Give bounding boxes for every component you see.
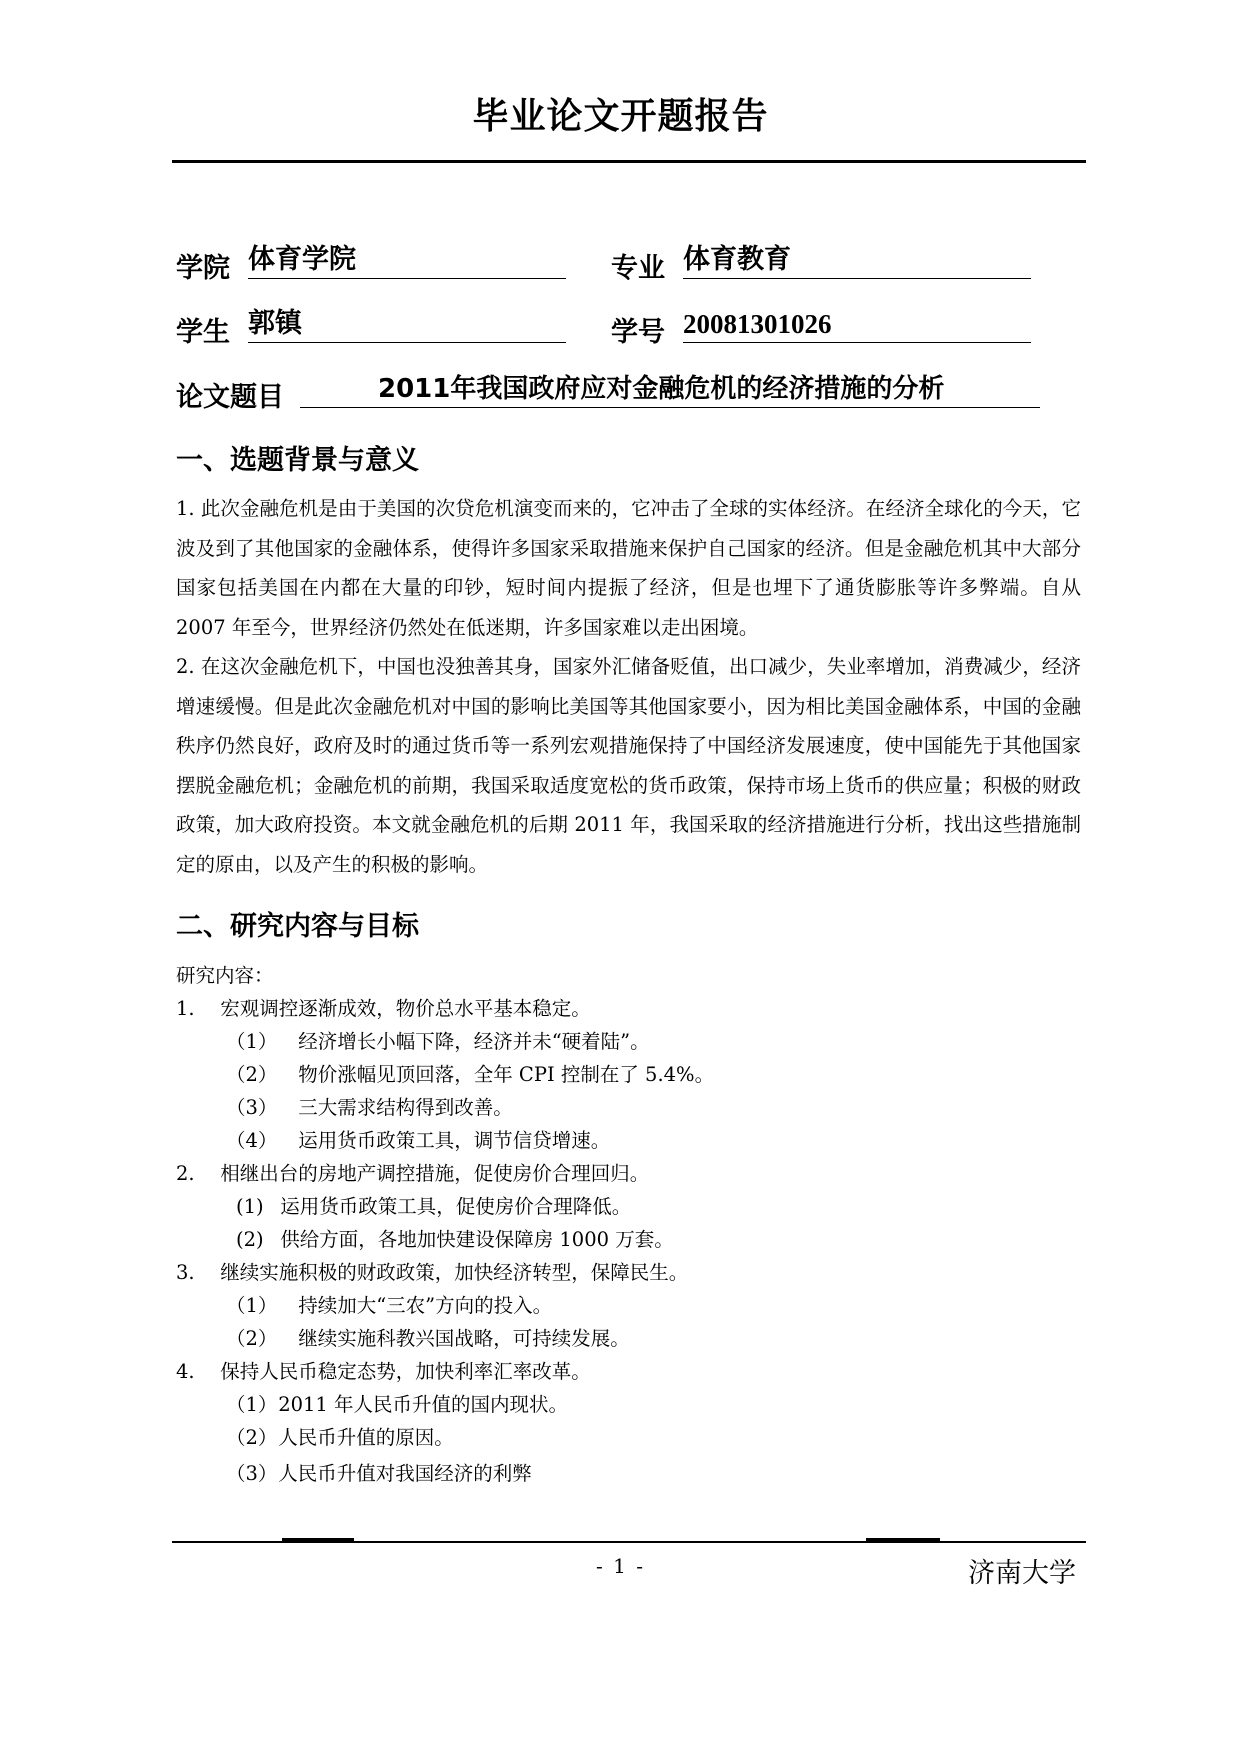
sub-item-marker: (2) xyxy=(236,1228,264,1251)
sub-item-text: 三大需求结构得到改善。 xyxy=(298,1096,513,1119)
sub-item-marker: （1） xyxy=(226,1030,278,1053)
sub-item-marker: （2） xyxy=(226,1426,278,1449)
page-number: - 1 - xyxy=(596,1554,645,1578)
sub-item-text: 物价涨幅见顶回落，全年 CPI 控制在了 5.4%。 xyxy=(298,1063,715,1086)
background-paragraph-1: 1. 此次金融危机是由于美国的次贷危机演变而来的，它冲击了全球的实体经济。在经济全球化的今天，它波及到了其他国家的金融体系，使得许多国家采取措施来保护自己国家的经济。但是金融危机其中大部分国家包括美国在内都在大量的印钞，短时间内提振了经济，但是也埋下了通货膨胀等许多弊端。自从 2007 年至今，世界经济仍然处在低迷期，许多国家难以走出困境。 xyxy=(176,497,1081,639)
list-item-text: 相继出台的房地产调控措施，促使房价合理回归。 xyxy=(220,1162,650,1185)
sub-item-marker: （2） xyxy=(226,1063,278,1086)
title-divider xyxy=(172,160,1086,163)
student-id-label: 学号 xyxy=(611,317,665,348)
sub-item-marker: （3） xyxy=(226,1096,278,1119)
sub-item-text: 运用货币政策工具，调节信贷增速。 xyxy=(298,1129,611,1152)
section-heading-background: 一、选题背景与意义 xyxy=(176,445,419,476)
sub-item-marker: （4） xyxy=(226,1129,278,1152)
list-item-number: 1. xyxy=(176,997,195,1020)
sub-list-item xyxy=(226,1326,630,1352)
college-label: 学院 xyxy=(176,253,230,284)
footer-divider xyxy=(172,1541,1086,1543)
major-value: 体育教育 xyxy=(683,243,1031,279)
list-item-number: 2. xyxy=(176,1162,195,1185)
student-label: 学生 xyxy=(176,317,230,348)
sub-item-text: 运用货币政策工具，促使房价合理降低。 xyxy=(280,1195,632,1218)
sub-item-marker: （1） xyxy=(226,1393,278,1416)
list-item-text: 宏观调控逐渐成效，物价总水平基本稳定。 xyxy=(220,997,591,1020)
list-item-number: 4. xyxy=(176,1360,195,1383)
sub-item-marker: （2） xyxy=(226,1327,278,1350)
sub-item-text: 持续加大“三农”方向的投入。 xyxy=(298,1294,553,1317)
thesis-title-label: 论文题目 xyxy=(176,382,284,413)
student-value: 郭镇 xyxy=(248,307,566,343)
sub-item-marker: (1) xyxy=(236,1195,264,1218)
sub-item-text: 继续实施科教兴国战略，可持续发展。 xyxy=(298,1327,630,1350)
thesis-title-value: 2011年我国政府应对金融危机的经济措施的分析 xyxy=(300,372,1040,408)
section-heading-research: 二、研究内容与目标 xyxy=(176,911,419,942)
sub-list-item xyxy=(236,1194,631,1220)
list-item-text: 保持人民币稳定态势，加快利率汇率改革。 xyxy=(220,1360,591,1383)
list-item-text: 继续实施积极的财政政策，加快经济转型，保障民生。 xyxy=(220,1261,689,1284)
background-paragraph-2: 2. 在这次金融危机下，中国也没独善其身，国家外汇储备贬值，出口减少，失业率增加，消费减少，经济增速缓慢。但是此次金融危机对中国的影响比美国等其他国家要小，因为相比美国金融体系，中国的金融秩序仍然良好，政府及时的通过货币等一系列宏观措施保持了中国经济发展速度，使中国能先于其他国家摆脱金融危机；金融危机的前期，我国采取适度宽松的货币政策，保持市场上货币的供应量；积极的财政政策，加大政府投资。本文就金融危机的后期 2011 年，我国采取的经济措施进行分析，找出这些措施制定的原由，以及产生的积极的影响。 xyxy=(176,655,1081,876)
list-item-number: 3. xyxy=(176,1261,195,1284)
major-label: 专业 xyxy=(611,253,665,284)
sub-item-text: 供给方面，各地加快建设保障房 1000 万套。 xyxy=(280,1228,674,1251)
sub-list-item xyxy=(226,1461,532,1487)
sub-item-text: 经济增长小幅下降，经济并未“硬着陆”。 xyxy=(298,1030,650,1053)
sub-item-text: 人民币升值对我国经济的利弊 xyxy=(278,1462,532,1485)
sub-item-marker: （1） xyxy=(226,1294,278,1317)
list-item xyxy=(176,996,591,1022)
list-item xyxy=(176,1161,649,1187)
sub-list-item xyxy=(236,1227,674,1253)
sub-list-item xyxy=(226,1062,714,1088)
sub-item-marker: （3） xyxy=(226,1462,278,1485)
sub-list-item xyxy=(226,1392,568,1418)
sub-item-text: 人民币升值的原因。 xyxy=(278,1426,454,1449)
list-item xyxy=(176,1359,591,1385)
sub-list-item xyxy=(226,1095,513,1121)
sub-list-item xyxy=(226,1029,650,1055)
college-value: 体育学院 xyxy=(248,243,566,279)
footer-organization: 济南大学 xyxy=(968,1558,1076,1589)
page-title: 毕业论文开题报告 xyxy=(472,96,769,137)
footer-rule-accent xyxy=(282,1538,354,1541)
sub-list-item xyxy=(226,1293,552,1319)
sub-item-text: 2011 年人民币升值的国内现状。 xyxy=(278,1393,569,1416)
sub-list-item xyxy=(226,1128,610,1154)
student-id-value: 20081301026 xyxy=(683,307,1031,343)
sub-list-item xyxy=(226,1425,454,1451)
research-content-label: 研究内容： xyxy=(176,964,274,987)
list-item xyxy=(176,1260,688,1286)
footer-rule-accent xyxy=(866,1538,940,1541)
